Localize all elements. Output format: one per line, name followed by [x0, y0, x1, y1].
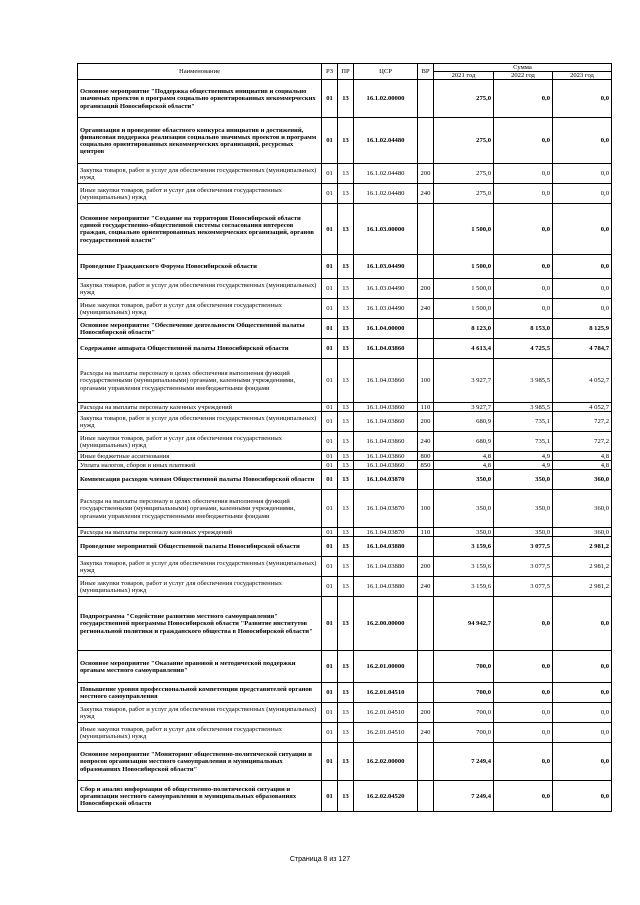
cell-2023: 0,0	[553, 597, 612, 651]
cell-2022: 3 077,5	[494, 577, 553, 597]
cell-rz: 01	[322, 255, 338, 279]
cell-2023: 0,0	[553, 184, 612, 204]
cell-2023: 4,8	[553, 461, 612, 470]
table-row	[78, 528, 612, 537]
cell-csr: 16.1.04.03860	[354, 452, 418, 461]
cell-pr: 13	[338, 319, 354, 339]
cell-vr: 200	[418, 703, 434, 723]
cell-rz: 01	[322, 683, 338, 703]
cell-2021: 275,0	[434, 118, 494, 164]
cell-2023: 0,0	[553, 651, 612, 683]
table-row	[78, 359, 612, 403]
table-row	[78, 339, 612, 359]
cell-name: Организация и проведение областного конкурса инициатив и достижений, финансовая поддержка реализации социально значимых проектов и программ социально ориентированных некоммерческих организаций, ресурсных центров	[78, 118, 322, 164]
cell-csr: 16.2.02.00000	[354, 743, 418, 781]
table-row	[78, 184, 612, 204]
cell-name: Закупка товаров, работ и услуг для обеспечения государственных (муниципальных) нужд	[78, 412, 322, 432]
cell-2022: 350,0	[494, 490, 553, 528]
cell-csr: 16.1.02.04480	[354, 184, 418, 204]
cell-vr	[418, 118, 434, 164]
cell-2023: 4 052,7	[553, 359, 612, 403]
header-sums: Сумма	[434, 64, 612, 72]
table-row	[78, 279, 612, 299]
cell-2021: 7 249,4	[434, 743, 494, 781]
cell-csr: 16.1.03.00000	[354, 204, 418, 255]
cell-rz: 01	[322, 118, 338, 164]
cell-2022: 0,0	[494, 118, 553, 164]
cell-name: Основное мероприятие "Обеспечение деятельности Общественной палаты Новосибирской области"	[78, 319, 322, 339]
cell-2023: 8 125,9	[553, 319, 612, 339]
table-row	[78, 118, 612, 164]
cell-name: Расходы на выплаты персоналу казенных учреждений	[78, 528, 322, 537]
cell-name: Иные закупки товаров, работ и услуг для обеспечения государственных (муниципальных) нужд	[78, 299, 322, 319]
cell-rz: 01	[322, 470, 338, 490]
cell-name: Основное мероприятие "Мониторинг общественно-политической ситуации и вопросов организации местного самоуправления в муниципальных образованиях Новосибирской области"	[78, 743, 322, 781]
cell-csr: 16.1.03.04490	[354, 255, 418, 279]
page-number: Страница 8 из 127	[289, 856, 351, 863]
cell-csr: 16.1.02.00000	[354, 80, 418, 118]
cell-name: Иные бюджетные ассигнования	[78, 452, 322, 461]
cell-pr: 13	[338, 537, 354, 557]
header-year-2023: 2023 год	[553, 72, 612, 80]
cell-csr: 16.1.04.03860	[354, 403, 418, 412]
cell-2023: 727,2	[553, 432, 612, 452]
cell-vr	[418, 204, 434, 255]
cell-2023: 4 784,7	[553, 339, 612, 359]
cell-2023: 0,0	[553, 743, 612, 781]
cell-vr	[418, 743, 434, 781]
cell-rz: 01	[322, 432, 338, 452]
cell-vr: 200	[418, 412, 434, 432]
cell-csr: 16.2.00.00000	[354, 597, 418, 651]
cell-2022: 8 153,0	[494, 319, 553, 339]
cell-2022: 3 985,5	[494, 359, 553, 403]
cell-name: Подпрограмма "Содействие развитию местного самоуправления" государственной программы Новосибирской области "Развитие институтов региональной политики и гражданского общества в Новосибирской области"	[78, 597, 322, 651]
cell-name: Основное мероприятие "Создание на территории Новосибирской области единой государственно-общественной системы согласования интересов граждан, социально ориентированных некоммерческих организаций, органов государственной власти"	[78, 204, 322, 255]
cell-vr: 110	[418, 403, 434, 412]
cell-rz: 01	[322, 359, 338, 403]
cell-vr: 110	[418, 528, 434, 537]
cell-vr: 240	[418, 432, 434, 452]
cell-name: Сбор и анализ информации об общественно-политической ситуации и организации местного самоуправления в муниципальных образованиях Новосибирской области	[78, 781, 322, 812]
header-csr: ЦСР	[354, 64, 418, 80]
cell-2023: 2 981,2	[553, 557, 612, 577]
cell-2021: 94 942,7	[434, 597, 494, 651]
cell-2022: 0,0	[494, 683, 553, 703]
cell-2021: 7 249,4	[434, 781, 494, 812]
cell-2023: 4,8	[553, 452, 612, 461]
table-row	[78, 577, 612, 597]
cell-name: Основное мероприятие "Поддержка общественных инициатив и социально значимых проектов в программ социально ориентированных некоммерческих организаций Новосибирской области"	[78, 80, 322, 118]
cell-2023: 0,0	[553, 683, 612, 703]
header-name: Наименование	[78, 64, 322, 80]
cell-rz: 01	[322, 452, 338, 461]
cell-csr: 16.1.04.03860	[354, 412, 418, 432]
cell-csr: 16.1.04.03860	[354, 432, 418, 452]
cell-2023: 0,0	[553, 299, 612, 319]
cell-2021: 700,0	[434, 703, 494, 723]
table-row	[78, 723, 612, 743]
cell-pr: 13	[338, 528, 354, 537]
cell-2023: 4 052,7	[553, 403, 612, 412]
cell-rz: 01	[322, 164, 338, 184]
cell-2023: 360,0	[553, 470, 612, 490]
cell-pr: 13	[338, 743, 354, 781]
cell-name: Основное мероприятие "Оказание правовой и методической поддержки органам местного самоуправления"	[78, 651, 322, 683]
header-year-2021: 2021 год	[434, 72, 494, 80]
cell-csr: 16.2.01.04510	[354, 703, 418, 723]
cell-2022: 0,0	[494, 781, 553, 812]
cell-2021: 680,9	[434, 432, 494, 452]
cell-csr: 16.2.02.04520	[354, 781, 418, 812]
cell-pr: 13	[338, 577, 354, 597]
cell-2023: 0,0	[553, 164, 612, 184]
cell-2021: 8 123,0	[434, 319, 494, 339]
cell-pr: 13	[338, 470, 354, 490]
table-body	[78, 80, 612, 812]
table-row	[78, 299, 612, 319]
cell-pr: 13	[338, 80, 354, 118]
cell-pr: 13	[338, 184, 354, 204]
cell-pr: 13	[338, 164, 354, 184]
cell-2021: 275,0	[434, 164, 494, 184]
cell-2021: 4,8	[434, 461, 494, 470]
cell-2023: 360,0	[553, 490, 612, 528]
cell-vr: 850	[418, 461, 434, 470]
cell-vr	[418, 319, 434, 339]
cell-csr: 16.1.02.04480	[354, 118, 418, 164]
cell-name: Иные закупки товаров, работ и услуг для обеспечения государственных (муниципальных) нужд	[78, 577, 322, 597]
cell-csr: 16.1.04.03870	[354, 490, 418, 528]
cell-2021: 700,0	[434, 723, 494, 743]
cell-pr: 13	[338, 557, 354, 577]
cell-2022: 0,0	[494, 651, 553, 683]
cell-2023: 2 981,2	[553, 537, 612, 557]
cell-2021: 700,0	[434, 683, 494, 703]
cell-pr: 13	[338, 432, 354, 452]
cell-2021: 1 500,0	[434, 204, 494, 255]
cell-2022: 350,0	[494, 528, 553, 537]
cell-2021: 350,0	[434, 490, 494, 528]
cell-csr: 16.1.04.03870	[354, 528, 418, 537]
table-row	[78, 537, 612, 557]
cell-vr: 200	[418, 279, 434, 299]
cell-vr: 800	[418, 452, 434, 461]
cell-2022: 0,0	[494, 255, 553, 279]
cell-vr	[418, 537, 434, 557]
cell-csr: 16.1.04.03860	[354, 461, 418, 470]
cell-rz: 01	[322, 412, 338, 432]
cell-csr: 16.1.04.00000	[354, 319, 418, 339]
cell-csr: 16.1.04.03870	[354, 470, 418, 490]
table-row	[78, 490, 612, 528]
cell-name: Проведение мероприятий Общественной палаты Новосибирской области	[78, 537, 322, 557]
cell-2023: 0,0	[553, 118, 612, 164]
cell-vr	[418, 255, 434, 279]
cell-vr	[418, 597, 434, 651]
cell-pr: 13	[338, 299, 354, 319]
cell-pr: 13	[338, 118, 354, 164]
cell-csr: 16.1.03.04490	[354, 279, 418, 299]
table-row	[78, 651, 612, 683]
cell-rz: 01	[322, 403, 338, 412]
cell-vr	[418, 470, 434, 490]
table-row	[78, 452, 612, 461]
table-row	[78, 703, 612, 723]
cell-rz: 01	[322, 597, 338, 651]
cell-2021: 3 927,7	[434, 403, 494, 412]
cell-2021: 3 159,6	[434, 537, 494, 557]
header-year-2022: 2022 год	[494, 72, 553, 80]
cell-2022: 0,0	[494, 597, 553, 651]
cell-2023: 0,0	[553, 781, 612, 812]
table-row	[78, 743, 612, 781]
cell-csr: 16.1.04.03860	[354, 359, 418, 403]
cell-vr: 240	[418, 184, 434, 204]
cell-2022: 0,0	[494, 723, 553, 743]
cell-2022: 3 985,5	[494, 403, 553, 412]
cell-2022: 0,0	[494, 743, 553, 781]
cell-2021: 1 500,0	[434, 279, 494, 299]
cell-2022: 0,0	[494, 80, 553, 118]
cell-pr: 13	[338, 359, 354, 403]
cell-rz: 01	[322, 299, 338, 319]
cell-rz: 01	[322, 319, 338, 339]
table-row	[78, 470, 612, 490]
table-row	[78, 412, 612, 432]
cell-2021: 350,0	[434, 470, 494, 490]
cell-rz: 01	[322, 723, 338, 743]
cell-name: Закупка товаров, работ и услуг для обеспечения государственных (муниципальных) нужд	[78, 279, 322, 299]
table-row	[78, 255, 612, 279]
cell-2021: 275,0	[434, 80, 494, 118]
cell-2022: 3 077,5	[494, 557, 553, 577]
table-row	[78, 597, 612, 651]
cell-name: Компенсация расходов членам Общественной палаты Новосибирской области	[78, 470, 322, 490]
cell-2022: 4,9	[494, 461, 553, 470]
cell-vr	[418, 781, 434, 812]
cell-2022: 0,0	[494, 703, 553, 723]
cell-pr: 13	[338, 339, 354, 359]
cell-2021: 3 159,6	[434, 557, 494, 577]
cell-vr	[418, 339, 434, 359]
cell-csr: 16.1.04.03880	[354, 557, 418, 577]
table-row	[78, 204, 612, 255]
cell-name: Закупка товаров, работ и услуг для обеспечения государственных (муниципальных) нужд	[78, 557, 322, 577]
cell-2023: 0,0	[553, 279, 612, 299]
budget-table	[77, 63, 612, 812]
cell-rz: 01	[322, 557, 338, 577]
cell-vr	[418, 80, 434, 118]
cell-name: Иные закупки товаров, работ и услуг для обеспечения государственных (муниципальных) нужд	[78, 184, 322, 204]
cell-name: Иные закупки товаров, работ и услуг для обеспечения государственных (муниципальных) нужд	[78, 432, 322, 452]
cell-2021: 700,0	[434, 651, 494, 683]
cell-csr: 16.1.04.03880	[354, 577, 418, 597]
cell-2022: 0,0	[494, 279, 553, 299]
cell-pr: 13	[338, 255, 354, 279]
cell-csr: 16.1.03.04490	[354, 299, 418, 319]
cell-vr	[418, 683, 434, 703]
cell-pr: 13	[338, 204, 354, 255]
cell-2021: 1 500,0	[434, 255, 494, 279]
table-row	[78, 683, 612, 703]
cell-name: Закупка товаров, работ и услуг для обеспечения государственных (муниципальных) нужд	[78, 703, 322, 723]
cell-rz: 01	[322, 651, 338, 683]
cell-2022: 3 077,5	[494, 537, 553, 557]
cell-rz: 01	[322, 461, 338, 470]
cell-2021: 680,9	[434, 412, 494, 432]
cell-2021: 1 500,0	[434, 299, 494, 319]
header-rz: РЗ	[322, 64, 338, 80]
cell-2021: 4,8	[434, 452, 494, 461]
cell-vr: 100	[418, 490, 434, 528]
cell-name: Расходы на выплаты персоналу в целях обеспечения выполнения функций государственными (муниципальными) органами, казенными учреждениями, органами управления государственными внебюджетными фондами	[78, 490, 322, 528]
cell-rz: 01	[322, 703, 338, 723]
cell-rz: 01	[322, 279, 338, 299]
table-row	[78, 557, 612, 577]
cell-rz: 01	[322, 577, 338, 597]
cell-2023: 0,0	[553, 255, 612, 279]
cell-rz: 01	[322, 184, 338, 204]
cell-2022: 4 725,5	[494, 339, 553, 359]
cell-name: Проведение Гражданского Форума Новосибирской области	[78, 255, 322, 279]
cell-pr: 13	[338, 703, 354, 723]
cell-name: Иные закупки товаров, работ и услуг для обеспечения государственных (муниципальных) нужд	[78, 723, 322, 743]
cell-2023: 727,2	[553, 412, 612, 432]
cell-2022: 4,9	[494, 452, 553, 461]
cell-2023: 0,0	[553, 703, 612, 723]
cell-rz: 01	[322, 204, 338, 255]
cell-2022: 735,1	[494, 412, 553, 432]
cell-vr: 240	[418, 723, 434, 743]
cell-vr: 240	[418, 299, 434, 319]
cell-name: Содержание аппарата Общественной палаты Новосибирской области	[78, 339, 322, 359]
table-row	[78, 164, 612, 184]
cell-2023: 0,0	[553, 723, 612, 743]
cell-pr: 13	[338, 461, 354, 470]
table-row	[78, 403, 612, 412]
cell-rz: 01	[322, 528, 338, 537]
cell-vr: 240	[418, 577, 434, 597]
cell-csr: 16.1.04.03880	[354, 537, 418, 557]
cell-name: Закупка товаров, работ и услуг для обеспечения государственных (муниципальных) нужд	[78, 164, 322, 184]
cell-2021: 350,0	[434, 528, 494, 537]
table-row	[78, 781, 612, 812]
cell-csr: 16.1.04.03860	[354, 339, 418, 359]
cell-vr: 100	[418, 359, 434, 403]
cell-pr: 13	[338, 452, 354, 461]
cell-2022: 0,0	[494, 164, 553, 184]
cell-pr: 13	[338, 403, 354, 412]
cell-pr: 13	[338, 490, 354, 528]
cell-rz: 01	[322, 339, 338, 359]
cell-vr: 200	[418, 164, 434, 184]
cell-name: Расходы на выплаты персоналу казенных учреждений	[78, 403, 322, 412]
cell-vr	[418, 651, 434, 683]
cell-2023: 0,0	[553, 80, 612, 118]
cell-2021: 4 613,4	[434, 339, 494, 359]
cell-rz: 01	[322, 537, 338, 557]
header-vr: ВР	[418, 64, 434, 80]
cell-csr: 16.2.01.04510	[354, 723, 418, 743]
cell-rz: 01	[322, 490, 338, 528]
cell-2023: 2 981,2	[553, 577, 612, 597]
cell-rz: 01	[322, 80, 338, 118]
cell-pr: 13	[338, 723, 354, 743]
cell-pr: 13	[338, 651, 354, 683]
cell-name: Уплата налогов, сборов и иных платежей	[78, 461, 322, 470]
cell-pr: 13	[338, 597, 354, 651]
cell-2022: 0,0	[494, 184, 553, 204]
cell-2022: 0,0	[494, 204, 553, 255]
cell-name: Расходы на выплаты персоналу в целях обеспечения выполнения функций государственными (муниципальными) органами, казенными учреждениями, органами управления государственными внебюджетными фондами	[78, 359, 322, 403]
cell-rz: 01	[322, 781, 338, 812]
cell-pr: 13	[338, 683, 354, 703]
cell-2022: 735,1	[494, 432, 553, 452]
table-row	[78, 432, 612, 452]
cell-pr: 13	[338, 781, 354, 812]
cell-2021: 275,0	[434, 184, 494, 204]
cell-2023: 360,0	[553, 528, 612, 537]
cell-csr: 16.2.01.04510	[354, 683, 418, 703]
header-pr: ПР	[338, 64, 354, 80]
cell-rz: 01	[322, 743, 338, 781]
cell-2021: 3 927,7	[434, 359, 494, 403]
table-row	[78, 80, 612, 118]
cell-name: Повышение уровня профессиональной компетенции представителей органов местного самоуправления	[78, 683, 322, 703]
cell-vr: 200	[418, 557, 434, 577]
cell-pr: 13	[338, 412, 354, 432]
table-row	[78, 461, 612, 470]
cell-2022: 350,0	[494, 470, 553, 490]
cell-2023: 0,0	[553, 204, 612, 255]
cell-pr: 13	[338, 279, 354, 299]
table-row	[78, 319, 612, 339]
cell-2022: 0,0	[494, 299, 553, 319]
cell-csr: 16.1.02.04480	[354, 164, 418, 184]
cell-2021: 3 159,6	[434, 577, 494, 597]
cell-csr: 16.2.01.00000	[354, 651, 418, 683]
